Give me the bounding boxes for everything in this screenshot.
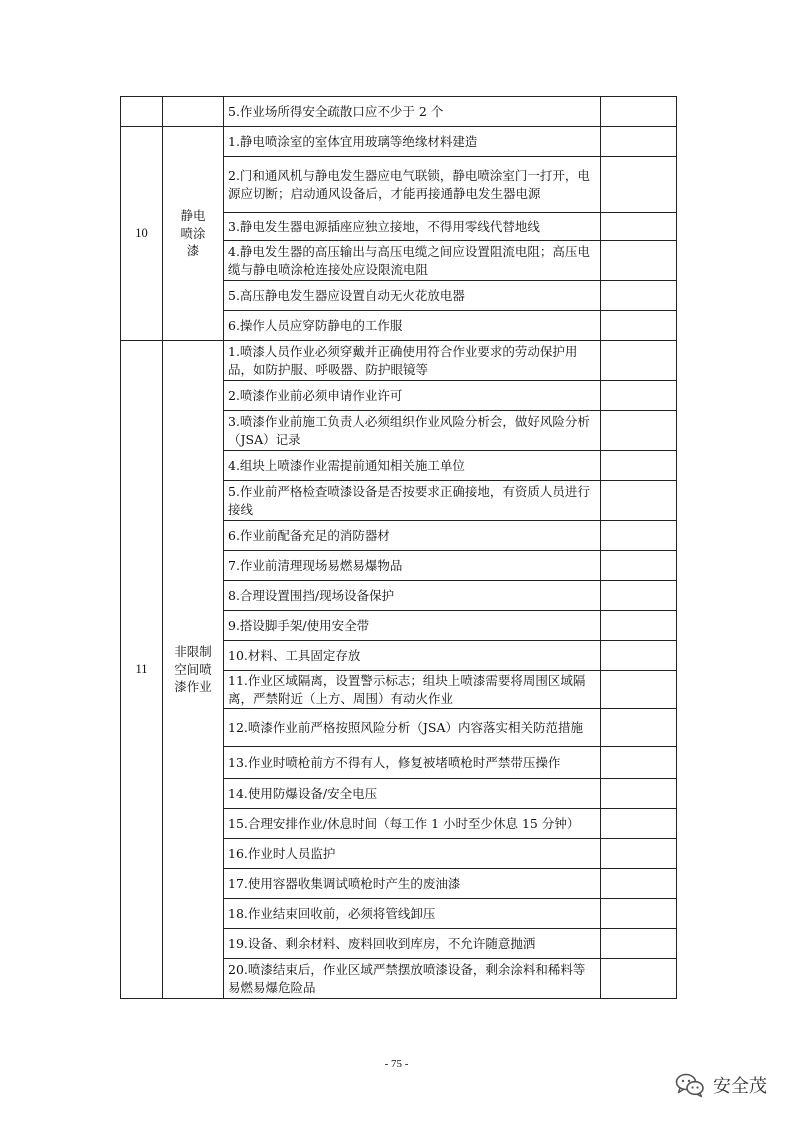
group-number — [121, 97, 163, 127]
check-result-cell — [601, 779, 677, 809]
check-item-text: 10.材料、工具固定存放 — [224, 641, 601, 671]
group-category — [163, 341, 224, 999]
check-item-text: 2.门和通风机与静电发生器应电气联锁，静电喷涂室门一打开，电源应切断；启动通风设备后，才能再接通静电发生器电源 — [224, 157, 601, 213]
group-category — [163, 127, 224, 341]
table-row — [121, 127, 677, 157]
check-result-cell — [601, 341, 677, 381]
check-result-cell — [601, 809, 677, 839]
check-item-text: 17.使用容器收集调试喷枪时产生的废油漆 — [224, 869, 601, 899]
check-result-cell — [601, 839, 677, 869]
checklist-table — [120, 96, 677, 999]
check-result-cell — [601, 929, 677, 959]
check-result-cell — [601, 959, 677, 999]
check-result-cell — [601, 521, 677, 551]
group-number: 11 — [121, 341, 163, 999]
check-item-text: 18.作业结束回收前，必须将管线卸压 — [224, 899, 601, 929]
check-result-cell — [601, 551, 677, 581]
check-result-cell — [601, 97, 677, 127]
category-label: 非限制空间喷漆作业 — [174, 644, 212, 695]
group-category — [163, 97, 224, 127]
check-result-cell — [601, 381, 677, 411]
check-result-cell — [601, 671, 677, 709]
check-item-text: 9.搭设脚手架/使用安全带 — [224, 611, 601, 641]
check-result-cell — [601, 213, 677, 241]
check-item-text: 5.作业前严格检查喷漆设备是否按要求正确接地，有资质人员进行接线 — [224, 481, 601, 521]
table-row — [121, 341, 677, 381]
check-result-cell — [601, 611, 677, 641]
check-item-text: 2.喷漆作业前必须申请作业许可 — [224, 381, 601, 411]
check-result-cell — [601, 311, 677, 341]
check-item-text: 4.组块上喷漆作业需提前通知相关施工单位 — [224, 451, 601, 481]
check-item-text: 20.喷漆结束后，作业区域严禁摆放喷漆设备，剩余涂料和稀料等易燃易爆危险品 — [224, 959, 601, 999]
watermark — [675, 1072, 767, 1098]
check-result-cell — [601, 127, 677, 157]
check-result-cell — [601, 709, 677, 747]
check-item-text: 8.合理设置围挡/现场设备保护 — [224, 581, 601, 611]
check-result-cell — [601, 747, 677, 779]
check-item-text: 5.作业场所得安全疏散口应不少于 2 个 — [224, 97, 601, 127]
check-result-cell — [601, 281, 677, 311]
check-item-text: 14.使用防爆设备/安全电压 — [224, 779, 601, 809]
check-item-text: 5.高压静电发生器应设置自动无火花放电器 — [224, 281, 601, 311]
group-number: 10 — [121, 127, 163, 341]
wechat-icon — [675, 1072, 705, 1098]
check-item-text: 19.设备、剩余材料、废料回收到库房，不允许随意抛洒 — [224, 929, 601, 959]
check-item-text: 6.作业前配备充足的消防器材 — [224, 521, 601, 551]
check-item-text: 11.作业区域隔离，设置警示标志；组块上喷漆需要将周围区域隔离，严禁附近（上方、周围）有动火作业 — [224, 671, 601, 709]
check-result-cell — [601, 869, 677, 899]
check-result-cell — [601, 157, 677, 213]
watermark-text: 安全茂 — [713, 1076, 767, 1097]
check-item-text: 6.操作人员应穿防静电的工作服 — [224, 311, 601, 341]
check-item-text: 7.作业前清理现场易燃易爆物品 — [224, 551, 601, 581]
check-result-cell — [601, 899, 677, 929]
check-item-text: 1.喷漆人员作业必须穿戴并正确使用符合作业要求的劳动保护用品，如防护服、呼吸器、防护眼镜等 — [224, 341, 601, 381]
check-item-text: 3.静电发生器电源插座应独立接地，不得用零线代替地线 — [224, 213, 601, 241]
check-result-cell — [601, 241, 677, 281]
check-item-text: 1.静电喷涂室的室体宜用玻璃等绝缘材料建造 — [224, 127, 601, 157]
check-result-cell — [601, 641, 677, 671]
page-number: - 75 - — [384, 1058, 409, 1070]
check-result-cell — [601, 451, 677, 481]
table-row — [121, 97, 677, 127]
check-item-text: 4.静电发生器的高压输出与高压电缆之间应设置阻流电阻；高压电缆与静电喷涂枪连接处应设限流电阻 — [224, 241, 601, 281]
check-result-cell — [601, 581, 677, 611]
check-item-text: 15.合理安排作业/休息时间（每工作 1 小时至少休息 15 分钟） — [224, 809, 601, 839]
check-item-text: 13.作业时喷枪前方不得有人，修复被堵喷枪时严禁带压操作 — [224, 747, 601, 779]
check-item-text: 16.作业时人员监护 — [224, 839, 601, 869]
check-item-text: 12.喷漆作业前严格按照风险分析（JSA）内容落实相关防范措施 — [224, 709, 601, 747]
check-result-cell — [601, 411, 677, 451]
check-result-cell — [601, 481, 677, 521]
category-label: 静电喷涂漆 — [180, 208, 206, 259]
check-item-text: 3.喷漆作业前施工负责人必须组织作业风险分析会，做好风险分析（JSA）记录 — [224, 411, 601, 451]
